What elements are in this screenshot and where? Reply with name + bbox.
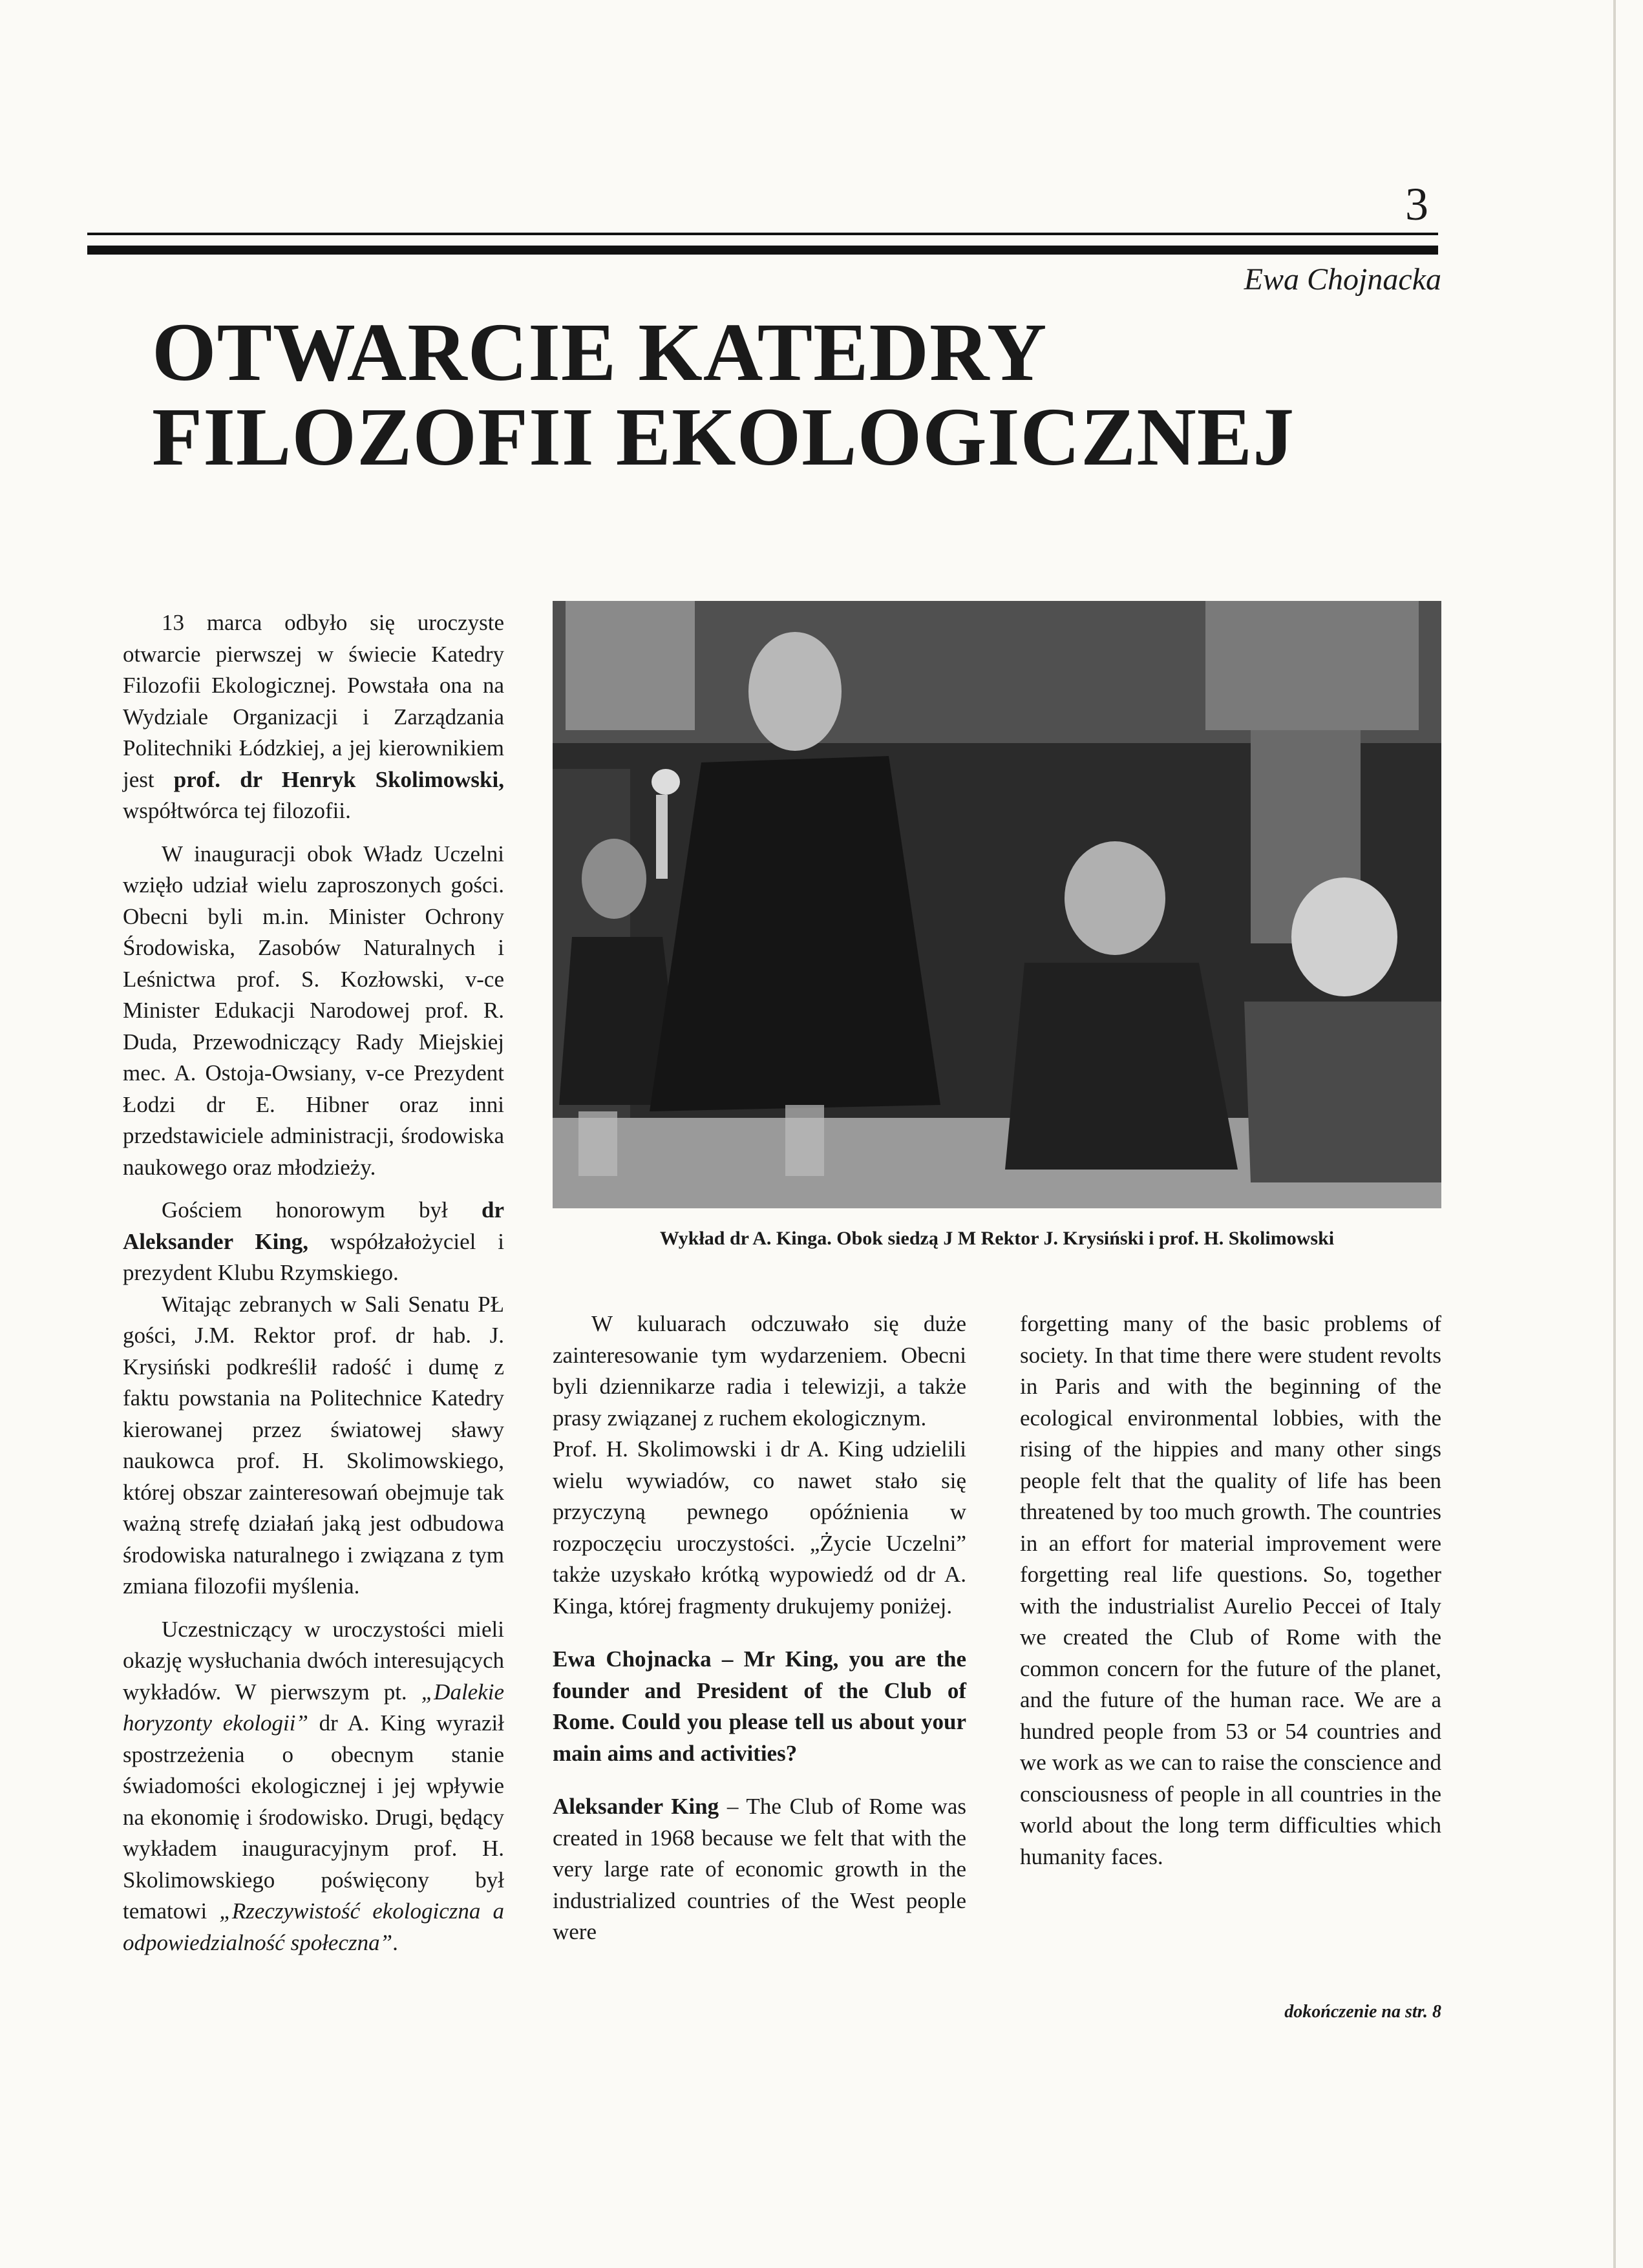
page-edge xyxy=(1613,0,1616,2268)
lecture-photo xyxy=(553,601,1441,1208)
paragraph xyxy=(123,1614,504,1959)
headline-line-1: OTWARCIE KATEDRY xyxy=(152,306,1048,398)
paragraph: W inauguracji obok Władz Uczelni wzięło udział wielu zaproszonych gości. Obecni byli m.in. Minister Ochrony Środowiska, Zasobów Naturalnych i Leśnictwa prof. S. Kozłowski, v-ce Minister Edukacji Narodowej prof. R. Duda, Przewodniczący Rady Miejskiej mec. A. Ostoja-Owsiany, v-ce Prezydent Łodzi dr E. Hibner oraz inni przedstawiciele administracji, środowiska naukowego oraz młodzieży. xyxy=(123,841,504,1180)
lecture-title: „Rzeczywistość ekologiczna a odpowiedzialność społeczna” xyxy=(123,1898,504,1955)
paragraph xyxy=(123,607,504,827)
text-run: . xyxy=(392,1929,398,1955)
article-column-3 xyxy=(1020,1308,1441,1873)
page-number: 3 xyxy=(1405,178,1428,230)
interview-question xyxy=(553,1644,966,1769)
text-run: Gościem honorowym był xyxy=(162,1197,482,1223)
speaker-name: Ewa Chojnacka xyxy=(553,1646,712,1672)
paragraph: Witając zebranych w Sali Senatu PŁ gości, J.M. Rektor prof. dr hab. J. Krysiński podkreślił radość i dumę z faktu powstania na Politechnice Katedry kierowanej przez światowej sławy naukowca prof. H. Skolimowskiego, której obszar zainteresowań obejmuje tak ważną strefę działań jaką jest odbudowa środowiska naturalnego i związana z tym zmiana filozofii myślenia. xyxy=(123,1291,504,1599)
answer-continuation: forgetting many of the basic problems of society. In that time there were student revolts in Paris and with the beginning of the ecological environmental lobbies, with the rising of the hippies and many other sings people felt that the quality of life has been threatened by too much growth. The countries in an effort for material improvement were forgetting real life questions. So, together with the industrialist Aurelio Peccei of Italy we created the Club of Rome with the common concern for the future of the planet, and the future of the human race. We are a hundred people from 53 or 54 countries and we work as we can to raise the conscience and consciousness of people in all countries in the world about the long term difficulties which humanity faces. xyxy=(1020,1311,1441,1869)
speaker-name: Aleksander King xyxy=(553,1794,719,1819)
continued-note: dokończenie na str. 8 xyxy=(1284,2002,1441,2022)
text-run: współtwórca tej filozofii. xyxy=(123,798,351,823)
paragraph xyxy=(123,1195,504,1289)
author-byline: Ewa Chojnacka xyxy=(1244,262,1441,297)
question-text: – Mr King, you are the founder and President of the Club of Rome. Could you please tell us about your main aims and activities? xyxy=(553,1646,966,1766)
name-bold: prof. dr Henryk Skolimowski, xyxy=(173,766,504,792)
paragraph: W kuluarach odczuwało się duże zainteresowanie tym wydarzeniem. Obecni byli dziennikarze radia i telewizji, a także prasy związanej z ruchem ekologicznym. xyxy=(553,1311,966,1431)
article-column-1 xyxy=(123,607,504,1958)
lecture-photo-image xyxy=(553,601,1441,1208)
lecture-title: „Dalekie horyzonty ekologii” xyxy=(123,1679,504,1736)
interview-answer xyxy=(553,1791,966,1948)
article-column-2 xyxy=(553,1308,966,1948)
headline xyxy=(152,306,1412,483)
header-rule-thin xyxy=(87,233,1438,235)
photo-caption: Wykład dr A. Kinga. Obok siedzą J M Rektor J. Krysiński i prof. H. Skolimowski xyxy=(659,1228,1335,1249)
paragraph: Prof. H. Skolimowski i dr A. King udzielili wielu wywiadów, co nawet stało się przyczyną pewnego opóźnienia w rozpoczęciu uroczystości. „Życie Uczelni” także uzyskało krótką wypowiedź od dr A. Kinga, której fragmenty drukujemy poniżej. xyxy=(553,1436,966,1619)
text-run: Uczestniczący w uroczystości mieli okazję wysłuchania dwóch interesujących wykładów. W pierwszym pt. xyxy=(123,1616,504,1705)
text-run: dr A. King wyraził spostrzeżenia o obecnym stanie świadomości ekologicznej i jej wpływie na ekonomię i środowisko. Drugi, będący wykładem inauguracyjnym prof. H. Skolimowskiego poświęcony był tematowi xyxy=(123,1710,504,1924)
text-run: 13 marca odbyło się uroczyste otwarcie pierwszej w świecie Katedry Filozofii Ekologicznej. Powstała ona na Wydziale Organizacji i Zarządzania Politechniki Łódzkiej, a jej kierownikiem jest xyxy=(123,610,504,792)
answer-text: – The Club of Rome was created in 1968 because we felt that with the very large rate of economic growth in the industrialized countries of the West people were xyxy=(553,1794,966,1944)
name-bold: dr Aleksander King, xyxy=(123,1197,504,1254)
text-run: współzałożyciel i prezydent Klubu Rzymskiego. xyxy=(123,1228,504,1285)
header-rule-thick xyxy=(87,246,1438,255)
headline-line-2: FILOZOFII EKOLOGICZNEJ xyxy=(152,390,1295,483)
